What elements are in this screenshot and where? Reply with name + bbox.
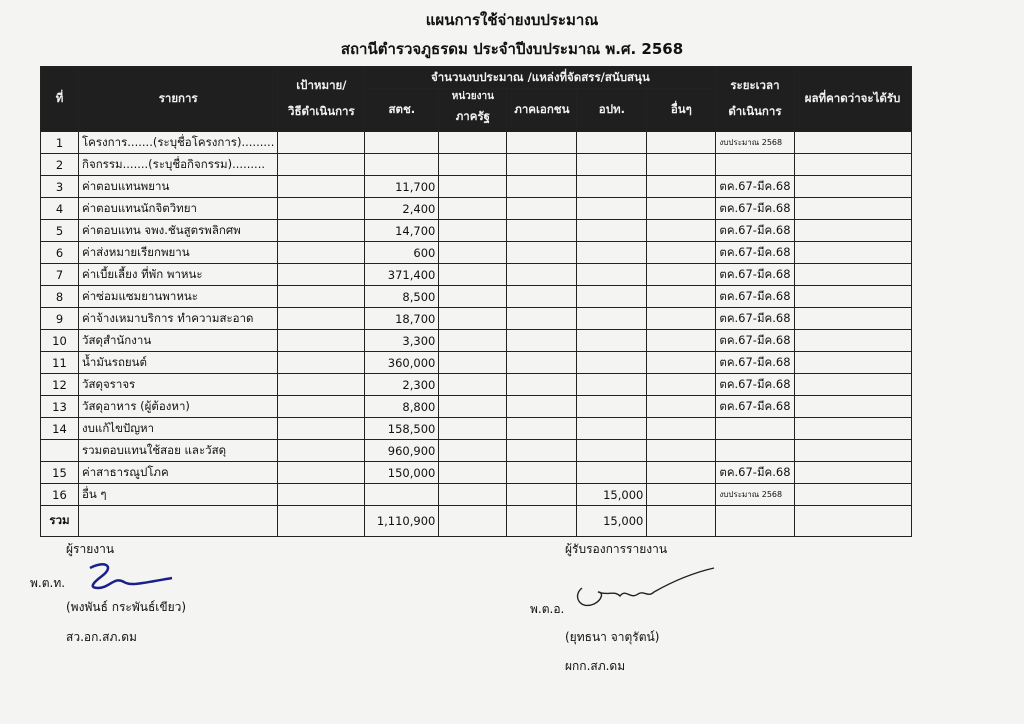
row-sotch: 18,700 [365, 308, 439, 330]
row-state [439, 418, 507, 440]
row-period: ตค.67-มีค.68 [716, 462, 794, 484]
header-no: ที่ [41, 67, 79, 132]
row-opt [577, 198, 647, 220]
table-row [41, 396, 912, 418]
total-private [507, 506, 577, 537]
row-state [439, 374, 507, 396]
header-state-label: ภาครัฐ [455, 108, 490, 123]
row-private [507, 330, 577, 352]
row-item: รวมตอบแทนใช้สอย และวัสดุ [79, 440, 278, 462]
table-row [41, 242, 912, 264]
row-opt [577, 352, 647, 374]
row-item: วัสดุจราจร [79, 374, 278, 396]
table-row [41, 352, 912, 374]
reporter-position: สว.อก.สภ.ดม [66, 630, 137, 644]
header-period [716, 67, 794, 132]
row-target [278, 264, 365, 286]
row-result [794, 352, 911, 374]
row-period: ตค.67-มีค.68 [716, 286, 794, 308]
row-item: งบแก้ไขปัญหา [79, 418, 278, 440]
row-item: อื่น ๆ [79, 484, 278, 506]
row-period: ตค.67-มีค.68 [716, 198, 794, 220]
row-target [278, 440, 365, 462]
row-other [647, 308, 716, 330]
row-result [794, 220, 911, 242]
row-state [439, 462, 507, 484]
header-target-line2: วิธีดำเนินการ [288, 104, 355, 118]
total-row [41, 506, 912, 537]
row-result [794, 462, 911, 484]
row-target [278, 330, 365, 352]
row-target [278, 176, 365, 198]
row-opt [577, 220, 647, 242]
row-item: ค่าตอบแทนพยาน [79, 176, 278, 198]
reporter-caption: ผู้รายงาน [66, 542, 115, 556]
row-other [647, 396, 716, 418]
header-period-line2: ดำเนินการ [728, 104, 782, 118]
row-period: งบประมาณ 2568 [716, 484, 794, 506]
header-target-line1: เป้าหมาย/ [296, 78, 347, 92]
row-target [278, 132, 365, 154]
row-result [794, 374, 911, 396]
approver-rank: พ.ต.อ. [530, 602, 565, 616]
row-result [794, 264, 911, 286]
row-period: ตค.67-มีค.68 [716, 264, 794, 286]
row-opt [577, 176, 647, 198]
row-state [439, 242, 507, 264]
row-state [439, 440, 507, 462]
row-other [647, 242, 716, 264]
row-item: ค่าสาธารณูปโภค [79, 462, 278, 484]
total-sotch: 1,110,900 [365, 506, 439, 537]
reporter-signature [80, 558, 180, 598]
row-result [794, 440, 911, 462]
table-row [41, 418, 912, 440]
table-row [41, 220, 912, 242]
row-sotch: 2,400 [365, 198, 439, 220]
row-state [439, 396, 507, 418]
header-sotch: สตช. [365, 89, 439, 132]
row-private [507, 374, 577, 396]
row-opt [577, 440, 647, 462]
row-state [439, 264, 507, 286]
row-other [647, 264, 716, 286]
header-agency-sub: หน่วยงาน [451, 90, 494, 102]
row-result [794, 198, 911, 220]
row-private [507, 198, 577, 220]
row-period: งบประมาณ 2568 [716, 132, 794, 154]
row-result [794, 308, 911, 330]
row-period: ตค.67-มีค.68 [716, 396, 794, 418]
approver-position: ผกก.สภ.ดม [565, 659, 626, 673]
row-sotch: 960,900 [365, 440, 439, 462]
row-item: ค่าเบี้ยเลี้ยง ที่พัก พาหนะ [79, 264, 278, 286]
table-row [41, 264, 912, 286]
row-sotch: 3,300 [365, 330, 439, 352]
header-state [439, 89, 507, 132]
row-no: 5 [41, 220, 79, 242]
total-item [79, 506, 278, 537]
row-result [794, 242, 911, 264]
total-state [439, 506, 507, 537]
row-item: ค่าตอบแทน จพง.ชันสูตรพลิกศพ [79, 220, 278, 242]
row-other [647, 132, 716, 154]
row-private [507, 176, 577, 198]
row-private [507, 154, 577, 176]
row-other [647, 484, 716, 506]
row-sotch: 360,000 [365, 352, 439, 374]
row-item: ค่าตอบแทนนักจิตวิทยา [79, 198, 278, 220]
total-opt: 15,000 [577, 506, 647, 537]
row-result [794, 286, 911, 308]
row-item: วัสดุสำนักงาน [79, 330, 278, 352]
row-item: ค่าส่งหมายเรียกพยาน [79, 242, 278, 264]
row-state [439, 352, 507, 374]
row-state [439, 132, 507, 154]
row-opt [577, 330, 647, 352]
row-other [647, 440, 716, 462]
row-other [647, 330, 716, 352]
row-opt [577, 264, 647, 286]
row-period [716, 154, 794, 176]
row-private [507, 352, 577, 374]
reporter-rank: พ.ต.ท. [30, 576, 66, 590]
row-no: 11 [41, 352, 79, 374]
header-target [278, 67, 365, 132]
row-target [278, 286, 365, 308]
row-item: น้ำมันรถยนต์ [79, 352, 278, 374]
row-state [439, 198, 507, 220]
row-target [278, 220, 365, 242]
total-other [647, 506, 716, 537]
header-other: อื่นๆ [647, 89, 716, 132]
row-opt [577, 374, 647, 396]
row-private [507, 264, 577, 286]
row-target [278, 374, 365, 396]
total-label: รวม [41, 506, 79, 537]
row-no: 13 [41, 396, 79, 418]
row-sotch [365, 484, 439, 506]
row-sotch: 158,500 [365, 418, 439, 440]
budget-table [40, 66, 912, 537]
row-state [439, 286, 507, 308]
row-item: กิจกรรม.......(ระบุชื่อกิจกรรม)......... [79, 154, 278, 176]
table-row [41, 374, 912, 396]
row-other [647, 286, 716, 308]
row-private [507, 462, 577, 484]
approver-caption: ผู้รับรองการรายงาน [565, 542, 668, 556]
row-target [278, 198, 365, 220]
row-other [647, 352, 716, 374]
row-opt [577, 418, 647, 440]
row-period: ตค.67-มีค.68 [716, 374, 794, 396]
approver-signature [568, 566, 718, 616]
table-row [41, 440, 912, 462]
row-no: 8 [41, 286, 79, 308]
row-other [647, 418, 716, 440]
row-opt [577, 154, 647, 176]
row-private [507, 220, 577, 242]
table-row [41, 286, 912, 308]
document-title: แผนการใช้จ่ายงบประมาณ [425, 11, 599, 29]
row-target [278, 352, 365, 374]
row-opt: 15,000 [577, 484, 647, 506]
table-row [41, 176, 912, 198]
row-sotch: 11,700 [365, 176, 439, 198]
header-result: ผลที่คาดว่าจะได้รับ [794, 67, 911, 132]
row-private [507, 132, 577, 154]
row-target [278, 418, 365, 440]
table-body [41, 132, 912, 506]
row-result [794, 396, 911, 418]
row-sotch: 8,500 [365, 286, 439, 308]
row-result [794, 418, 911, 440]
row-other [647, 198, 716, 220]
row-target [278, 308, 365, 330]
approver-name: (ยุทธนา จาตุรัตน์) [565, 630, 660, 644]
row-sotch: 150,000 [365, 462, 439, 484]
row-no: 4 [41, 198, 79, 220]
row-state [439, 176, 507, 198]
row-sotch [365, 154, 439, 176]
table-row [41, 330, 912, 352]
row-item: โครงการ.......(ระบุชื่อโครงการ)......... [79, 132, 278, 154]
row-private [507, 440, 577, 462]
row-target [278, 242, 365, 264]
row-period: ตค.67-มีค.68 [716, 176, 794, 198]
row-no: 15 [41, 462, 79, 484]
row-target [278, 462, 365, 484]
row-sotch [365, 132, 439, 154]
row-sotch: 2,300 [365, 374, 439, 396]
row-item: วัสดุอาหาร (ผู้ต้องหา) [79, 396, 278, 418]
row-no: 12 [41, 374, 79, 396]
row-target [278, 484, 365, 506]
header-opt: อปท. [577, 89, 647, 132]
row-opt [577, 396, 647, 418]
row-period: ตค.67-มีค.68 [716, 308, 794, 330]
row-opt [577, 308, 647, 330]
row-private [507, 484, 577, 506]
row-private [507, 418, 577, 440]
row-result [794, 132, 911, 154]
header-private: ภาคเอกชน [507, 89, 577, 132]
row-period: ตค.67-มีค.68 [716, 330, 794, 352]
table-row [41, 308, 912, 330]
row-result [794, 154, 911, 176]
row-no: 16 [41, 484, 79, 506]
row-sotch: 371,400 [365, 264, 439, 286]
row-no: 3 [41, 176, 79, 198]
row-no: 10 [41, 330, 79, 352]
row-no: 7 [41, 264, 79, 286]
row-private [507, 242, 577, 264]
header-period-line1: ระยะเวลา [730, 78, 780, 92]
header-budget-group: จำนวนงบประมาณ /แหล่งที่จัดสรร/สนับสนุน [365, 67, 716, 89]
row-period: ตค.67-มีค.68 [716, 220, 794, 242]
row-opt [577, 242, 647, 264]
row-other [647, 176, 716, 198]
row-target [278, 154, 365, 176]
row-opt [577, 132, 647, 154]
row-sotch: 600 [365, 242, 439, 264]
table-row [41, 484, 912, 506]
header-item: รายการ [79, 67, 278, 132]
total-period [716, 506, 794, 537]
row-no: 14 [41, 418, 79, 440]
row-private [507, 308, 577, 330]
row-period [716, 440, 794, 462]
row-private [507, 396, 577, 418]
row-period: ตค.67-มีค.68 [716, 242, 794, 264]
row-sotch: 14,700 [365, 220, 439, 242]
row-no: 1 [41, 132, 79, 154]
row-other [647, 462, 716, 484]
row-item: ค่าจ้างเหมาบริการ ทำความสะอาด [79, 308, 278, 330]
row-result [794, 484, 911, 506]
table-row [41, 132, 912, 154]
row-state [439, 154, 507, 176]
row-period [716, 418, 794, 440]
row-result [794, 176, 911, 198]
total-target [278, 506, 365, 537]
row-no [41, 440, 79, 462]
row-state [439, 330, 507, 352]
row-sotch: 8,800 [365, 396, 439, 418]
table-row [41, 462, 912, 484]
row-state [439, 220, 507, 242]
row-opt [577, 462, 647, 484]
row-no: 2 [41, 154, 79, 176]
row-item: ค่าซ่อมแซมยานพาหนะ [79, 286, 278, 308]
row-state [439, 484, 507, 506]
reporter-name: (พงพันธ์ กระพันธ์เขียว) [66, 600, 187, 614]
row-state [439, 308, 507, 330]
row-result [794, 330, 911, 352]
table-row [41, 198, 912, 220]
row-no: 9 [41, 308, 79, 330]
row-other [647, 220, 716, 242]
row-period: ตค.67-มีค.68 [716, 352, 794, 374]
row-private [507, 286, 577, 308]
row-opt [577, 286, 647, 308]
table-row [41, 154, 912, 176]
row-other [647, 374, 716, 396]
row-target [278, 396, 365, 418]
row-other [647, 154, 716, 176]
total-result [794, 506, 911, 537]
row-no: 6 [41, 242, 79, 264]
document-subtitle: สถานีตำรวจภูธรดม ประจำปีงบประมาณ พ.ศ. 2568 [340, 40, 684, 58]
